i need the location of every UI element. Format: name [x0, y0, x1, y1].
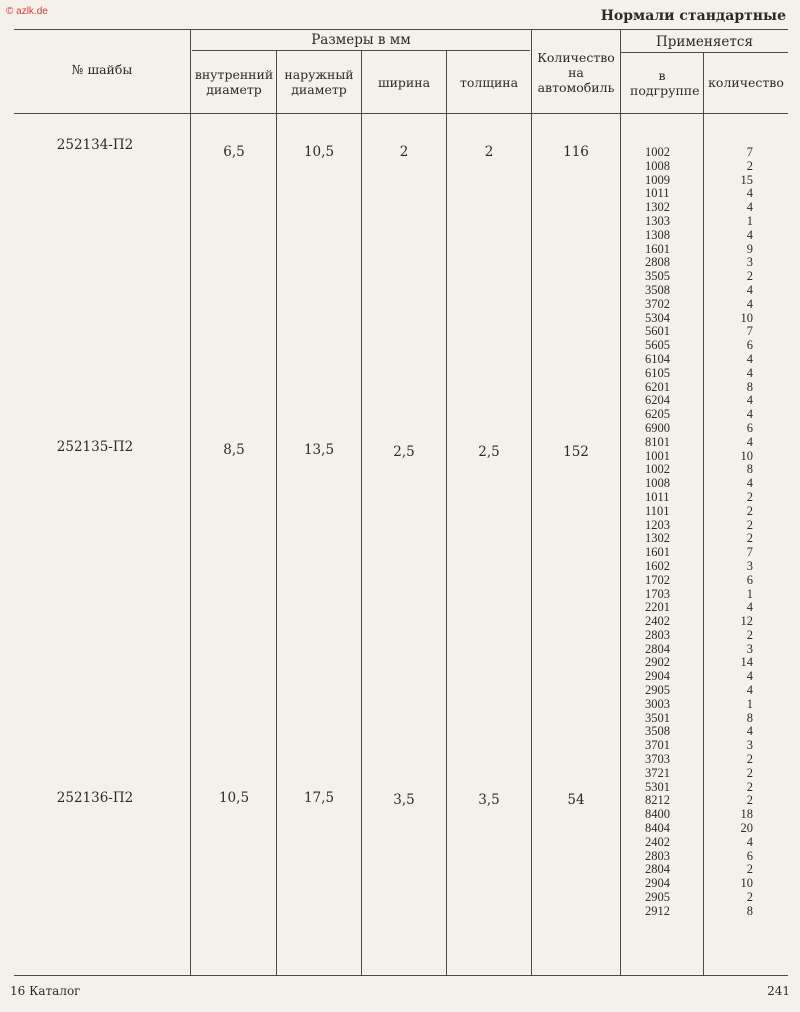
subgroup-code: 2201	[645, 600, 670, 615]
subgroup-quantity: 4	[746, 393, 753, 408]
outer-diameter-value: 17,5	[303, 790, 335, 806]
subgroup-code: 1001	[645, 448, 670, 463]
subgroup-code: 1002	[645, 145, 670, 159]
subgroup-code: 5304	[645, 310, 670, 325]
subgroup-code: 1203	[645, 517, 670, 532]
subgroup-code: 1009	[645, 172, 670, 187]
subgroup-code: 3508	[645, 282, 670, 297]
subgroup-quantity: 2	[746, 489, 753, 504]
subgroup-code: 3003	[645, 696, 670, 711]
quantity-list	[700, 146, 753, 919]
subgroup-quantity: 9	[746, 241, 753, 256]
subgroup-code: 1002	[645, 462, 670, 477]
subgroup-quantity: 2	[746, 627, 753, 642]
subgroup-quantity: 4	[746, 186, 753, 201]
subgroup-code: 8404	[645, 821, 670, 836]
subgroup-code: 2902	[645, 655, 670, 670]
subgroup-code: 1602	[645, 558, 670, 573]
subgroup-code: 1303	[645, 213, 670, 228]
subgroup-code: 1601	[645, 545, 670, 560]
inner-diameter-value: 8,5	[223, 442, 245, 458]
subgroup-quantity: 3	[746, 641, 753, 656]
subgroup-code: 5605	[645, 338, 670, 353]
subgroup-quantity: 10	[740, 876, 753, 891]
subgroup-code: 2803	[645, 627, 670, 642]
column-divider	[446, 50, 447, 975]
subgroup-code: 1101	[645, 503, 670, 518]
subgroup-code: 1011	[645, 186, 670, 201]
subgroup-code: 1601	[645, 241, 670, 256]
subgroup-code: 1302	[645, 531, 670, 546]
subgroup-quantity: 10	[740, 310, 753, 325]
subgroup-quantity: 12	[740, 614, 753, 629]
subgroup-code: 1308	[645, 227, 670, 242]
subgroup-list	[645, 146, 695, 919]
header-inner-diameter: внутренний диаметр	[194, 67, 274, 97]
subgroup-code: 3501	[645, 710, 670, 725]
subgroup-quantity: 4	[746, 351, 753, 366]
subgroup-quantity: 4	[746, 365, 753, 380]
subgroup-code: 6204	[645, 393, 670, 408]
subgroup-quantity: 6	[746, 848, 753, 863]
page-number: 241	[767, 984, 790, 998]
subgroup-quantity: 2	[746, 765, 753, 780]
subgroup-quantity: 20	[740, 821, 753, 836]
subgroup-quantity: 8	[746, 903, 753, 918]
subgroup-code: 3505	[645, 269, 670, 284]
subgroup-quantity: 6	[746, 338, 753, 353]
subgroup-code: 2905	[645, 683, 670, 698]
column-divider	[620, 29, 621, 975]
subgroup-quantity: 2	[746, 862, 753, 877]
subgroup-quantity: 4	[746, 476, 753, 491]
header-dimensions-group: Размеры в мм	[311, 32, 411, 48]
subgroup-quantity: 4	[746, 296, 753, 311]
inner-diameter-value: 6,5	[223, 144, 245, 160]
subgroup-code: 6900	[645, 420, 670, 435]
header-in-subgroup: в подгруппе	[630, 68, 700, 98]
table-bottom-border	[14, 975, 788, 976]
subgroup-quantity: 7	[746, 324, 753, 339]
outer-diameter-value: 13,5	[303, 442, 335, 458]
subgroup-quantity: 1	[746, 213, 753, 228]
subgroup-quantity: 2	[746, 269, 753, 284]
subgroup-code: 5301	[645, 779, 670, 794]
subgroup-quantity: 4	[746, 434, 753, 449]
header-width: ширина	[377, 75, 431, 90]
subgroup-quantity: 18	[740, 807, 753, 822]
subgroup-code: 1702	[645, 572, 670, 587]
thickness-value: 2,5	[478, 444, 500, 460]
header-bottom-border	[14, 113, 788, 114]
subgroup-quantity: 8	[746, 462, 753, 477]
subgroup-quantity: 6	[746, 572, 753, 587]
page-header-title: Нормали стандартные	[600, 8, 786, 24]
subgroup-quantity: 2	[746, 779, 753, 794]
watermark: © azlk.de	[6, 6, 48, 17]
subgroup-quantity: 1	[746, 696, 753, 711]
subgroup-code: 3702	[645, 296, 670, 311]
subgroup-code: 2904	[645, 669, 670, 684]
subgroup-code: 1302	[645, 200, 670, 215]
subgroup-quantity: 3	[746, 255, 753, 270]
subgroup-quantity: 4	[746, 407, 753, 422]
subgroup-quantity: 7	[746, 545, 753, 560]
subgroup-code: 6104	[645, 351, 670, 366]
subgroup-quantity: 6	[746, 420, 753, 435]
subgroup-quantity: 4	[746, 724, 753, 739]
subgroup-code: 6201	[645, 379, 670, 394]
subgroup-code: 3703	[645, 752, 670, 767]
subgroup-quantity: 4	[746, 200, 753, 215]
column-divider	[276, 50, 277, 975]
subgroup-code: 8400	[645, 807, 670, 822]
subgroup-code: 5601	[645, 324, 670, 339]
subgroup-quantity: 4	[746, 227, 753, 242]
subgroup-quantity: 8	[746, 710, 753, 725]
table-top-border	[14, 29, 788, 30]
subgroup-code: 1008	[645, 158, 670, 173]
subgroup-quantity: 2	[746, 517, 753, 532]
subgroup-quantity: 4	[746, 834, 753, 849]
washer-number: 252135-П2	[56, 439, 134, 455]
subgroup-quantity: 4	[746, 600, 753, 615]
header-thickness: толщина	[459, 75, 519, 90]
subgroup-quantity: 2	[746, 158, 753, 173]
subgroup-code: 2402	[645, 614, 670, 629]
washer-number: 252136-П2	[56, 790, 134, 806]
subgroup-code: 2804	[645, 862, 670, 877]
qty-per-car-value: 116	[563, 144, 589, 160]
subgroup-quantity: 4	[746, 282, 753, 297]
subgroup-quantity: 2	[746, 890, 753, 905]
outer-diameter-value: 10,5	[303, 144, 335, 160]
subgroup-code: 2808	[645, 255, 670, 270]
subgroup-code: 1011	[645, 489, 670, 504]
width-value: 2	[399, 144, 409, 160]
width-value: 3,5	[393, 792, 415, 808]
subgroup-code: 8101	[645, 434, 670, 449]
subgroup-code: 6205	[645, 407, 670, 422]
subgroup-code: 3721	[645, 765, 670, 780]
subgroup-quantity: 14	[740, 655, 753, 670]
thickness-value: 3,5	[478, 792, 500, 808]
washer-number: 252134-П2	[56, 137, 134, 153]
subgroup-quantity: 4	[746, 683, 753, 698]
subgroup-code: 8212	[645, 793, 670, 808]
subgroup-code: 2402	[645, 834, 670, 849]
subgroup-code: 2905	[645, 890, 670, 905]
applied-group-underline	[620, 52, 788, 53]
thickness-value: 2	[484, 144, 494, 160]
subgroup-quantity: 3	[746, 738, 753, 753]
column-divider	[531, 29, 532, 975]
subgroup-code: 6105	[645, 365, 670, 380]
subgroup-code: 3701	[645, 738, 670, 753]
footer-catalog-label: 16 Каталог	[10, 984, 81, 998]
subgroup-quantity: 2	[746, 503, 753, 518]
subgroup-quantity: 4	[746, 669, 753, 684]
subgroup-quantity: 10	[740, 448, 753, 463]
subgroup-code: 3508	[645, 724, 670, 739]
column-divider	[190, 29, 191, 975]
subgroup-quantity: 2	[746, 793, 753, 808]
header-outer-diameter: наружный диаметр	[284, 67, 354, 97]
subgroup-quantity: 15	[740, 172, 753, 187]
subgroup-code: 2804	[645, 641, 670, 656]
subgroup-quantity: 1	[746, 586, 753, 601]
qty-per-car-value: 152	[563, 444, 589, 460]
subgroup-quantity: 8	[746, 379, 753, 394]
subgroup-quantity: 7	[746, 145, 753, 159]
subgroup-quantity: 3	[746, 558, 753, 573]
subgroup-code: 2912	[645, 903, 670, 918]
inner-diameter-value: 10,5	[218, 790, 250, 806]
subgroup-quantity: 2	[746, 752, 753, 767]
column-divider	[361, 50, 362, 975]
width-value: 2,5	[393, 444, 415, 460]
header-washer-no: № шайбы	[71, 62, 133, 77]
qty-per-car-value: 54	[567, 792, 585, 808]
header-applied-group: Применяется	[656, 34, 753, 50]
subgroup-code: 1703	[645, 586, 670, 601]
subgroup-code: 1008	[645, 476, 670, 491]
subgroup-quantity: 2	[746, 531, 753, 546]
subgroup-code: 2803	[645, 848, 670, 863]
subgroup-code: 2904	[645, 876, 670, 891]
header-qty-per-car: Количество на автомобиль	[537, 50, 615, 95]
header-quantity: количество	[708, 75, 784, 90]
